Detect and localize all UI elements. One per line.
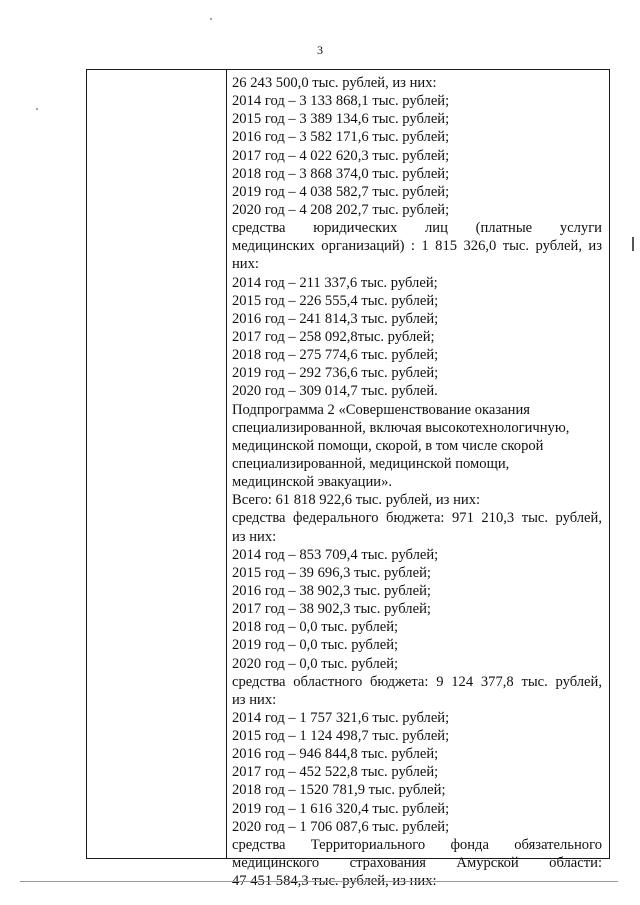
text-line: 2018 год – 275 774,6 тыс. рублей; — [232, 347, 439, 364]
subprogram-title-line: медицинской эвакуации». — [232, 474, 393, 491]
text-line: средства юридических лиц (платные услуги — [232, 220, 602, 237]
text-line: 2015 год – 1 124 498,7 тыс. рублей; — [232, 728, 450, 745]
text-line: 2019 год – 0,0 тыс. рублей; — [232, 637, 399, 654]
page-number: 3 — [317, 43, 323, 57]
text-line: медицинских организаций) : 1 815 326,0 тыс. рублей, из — [232, 238, 602, 255]
program-funding-table — [86, 69, 610, 890]
scan-edge-line — [20, 881, 618, 882]
text-line: 26 243 500,0 тыс. рублей, из них: — [232, 75, 437, 91]
text-line: 2019 год – 4 038 582,7 тыс. рублей; — [232, 183, 450, 200]
text-line: 2015 год – 39 696,3 тыс. рублей; — [232, 564, 431, 581]
text-line: них: — [232, 256, 259, 273]
text-line: 2020 год – 4 208 202,7 тыс. рублей; — [232, 201, 450, 218]
funding-details-cell — [232, 74, 602, 890]
text-line: 2016 год – 241 814,3 тыс. рублей; — [232, 310, 439, 327]
total-line: Всего: 61 818 922,6 тыс. рублей, из них: — [232, 492, 481, 509]
text-line: 2017 год – 4 022 620,3 тыс. рублей; — [232, 147, 450, 164]
scan-speck — [210, 18, 212, 20]
text-line: 2016 год – 3 582 171,6 тыс. рублей; — [232, 129, 450, 146]
text-line: 2017 год – 38 902,3 тыс. рублей; — [232, 601, 431, 618]
scan-speck — [36, 108, 38, 110]
text-line: 2015 год – 226 555,4 тыс. рублей; — [232, 292, 439, 309]
text-line: 2018 год – 0,0 тыс. рублей; — [232, 619, 399, 636]
text-line: медицинского страхования Амурской области: — [232, 855, 602, 872]
text-line: 2014 год – 853 709,4 тыс. рублей; — [232, 546, 439, 563]
text-line: средства федерального бюджета: 971 210,3 тыс. рублей, — [232, 510, 602, 527]
text-line: средства областного бюджета: 9 124 377,8 тыс. рублей, — [232, 673, 602, 690]
subprogram-title-line: медицинской помощи, скорой, в том числе скорой — [232, 437, 544, 454]
text-line: 2017 год – 452 522,8 тыс. рублей; — [232, 764, 439, 781]
text-line: 2014 год – 211 337,6 тыс. рублей; — [232, 274, 438, 291]
text-line: 2016 год – 946 844,8 тыс. рублей; — [232, 746, 439, 763]
text-line: 2017 год – 258 092,8тыс. рублей; — [232, 328, 435, 345]
text-line: 2014 год – 1 757 321,6 тыс. рублей; — [232, 709, 450, 726]
text-line: 2020 год – 309 014,7 тыс. рублей. — [232, 383, 438, 400]
text-line: 2015 год – 3 389 134,6 тыс. рублей; — [232, 111, 450, 128]
column-divider — [226, 70, 227, 858]
text-line: 2018 год – 1520 781,9 тыс. рублей; — [232, 782, 446, 799]
scan-artifact — [632, 237, 634, 251]
text-line: 2020 год – 0,0 тыс. рублей; — [232, 655, 399, 672]
text-line: 2018 год – 3 868 374,0 тыс. рублей; — [232, 165, 450, 182]
text-line: 47 451 584,3 тыс. рублей, из них: — [232, 873, 437, 890]
subprogram-title-line: Подпрограмма 2 «Совершенствование оказания — [232, 401, 530, 418]
text-line: 2014 год – 3 133 868,1 тыс. рублей; — [232, 93, 450, 110]
subprogram-title-line: специализированной, включая высокотехнологичную, — [232, 419, 570, 436]
text-line: средства Территориального фонда обязательного — [232, 836, 602, 853]
text-line: 2019 год – 1 616 320,4 тыс. рублей; — [232, 800, 450, 817]
text-line: из них: — [232, 691, 277, 708]
text-line: 2020 год – 1 706 087,6 тыс. рублей; — [232, 818, 450, 835]
subprogram-title-line: специализированной, медицинской помощи, — [232, 455, 510, 472]
text-line: 2016 год – 38 902,3 тыс. рублей; — [232, 582, 431, 599]
text-line: из них: — [232, 528, 277, 545]
text-line: 2019 год – 292 736,6 тыс. рублей; — [232, 365, 439, 382]
